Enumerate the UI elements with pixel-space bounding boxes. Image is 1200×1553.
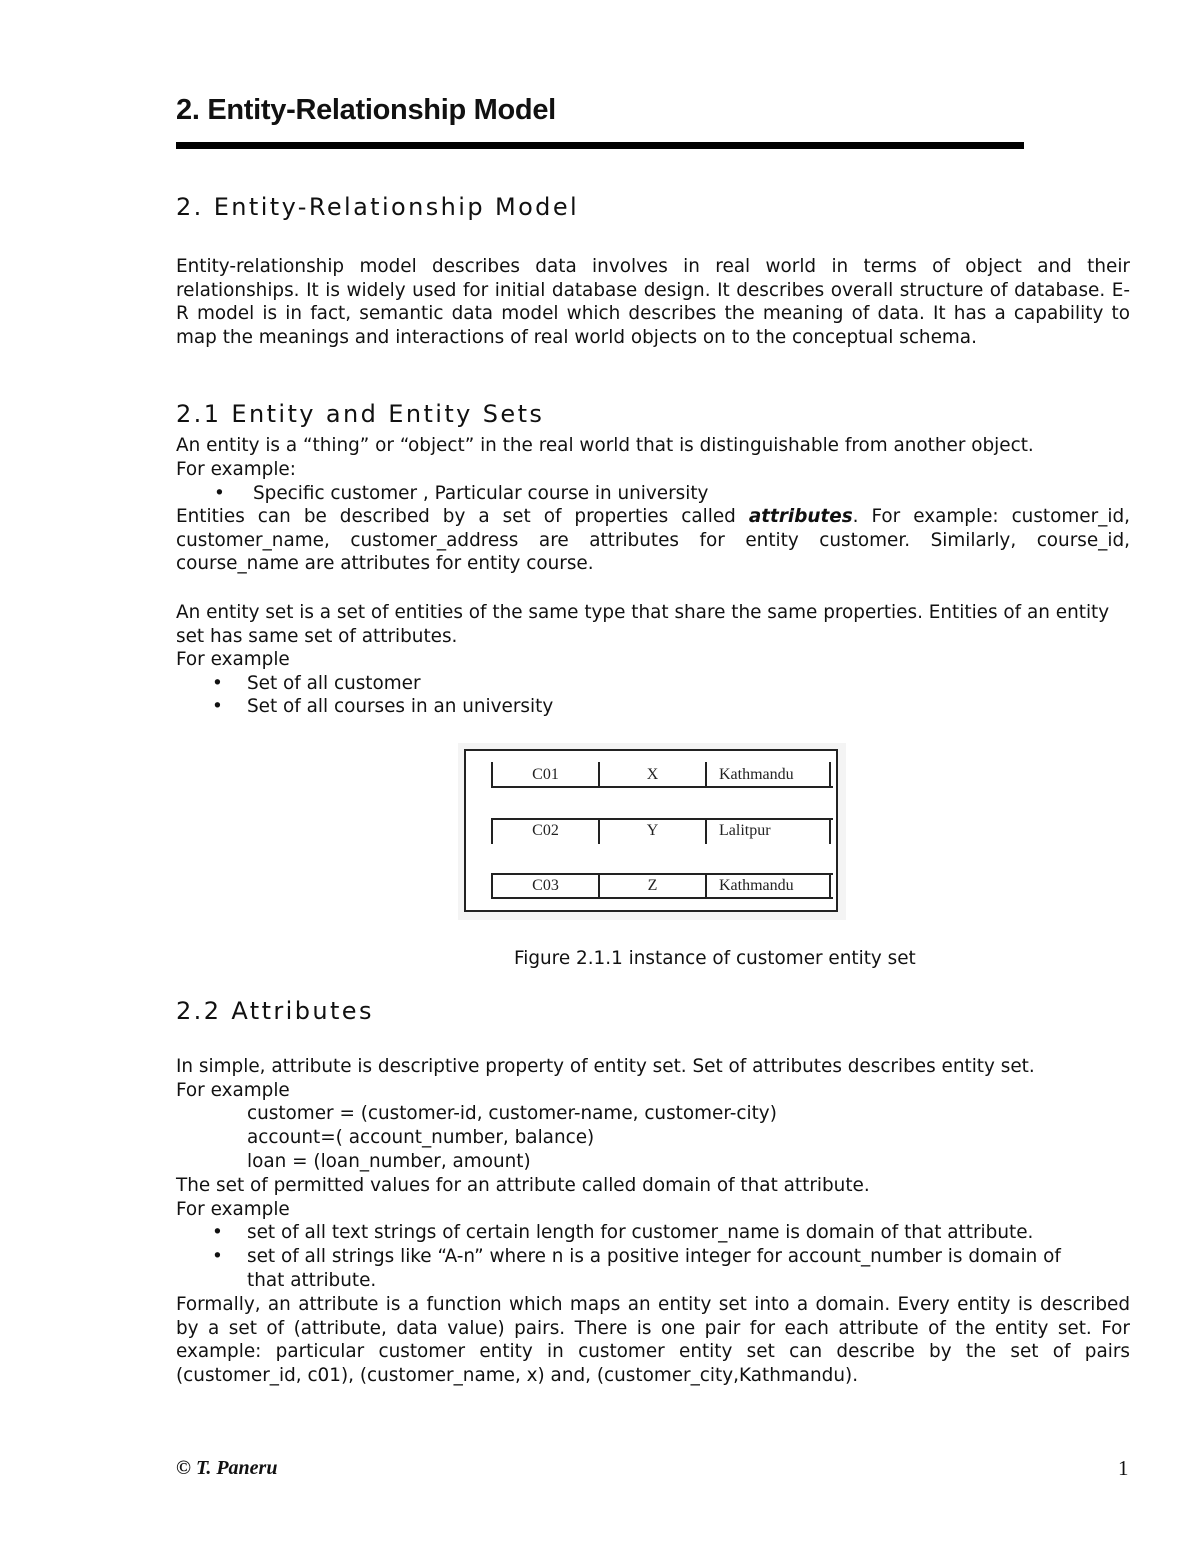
entity-intro: An entity is a “thing” or “object” in the real world that is distinguishable from another object. (176, 435, 1034, 456)
attribute-example: account=( account_number, balance) (247, 1127, 595, 1148)
entity-instance-row (491, 818, 833, 844)
list-item-text: Specific customer , Particular course in university (253, 483, 709, 504)
section-heading-entity-sets: 2.1 Entity and Entity Sets (176, 400, 545, 428)
attributes-text-end: . For example: customer_id, customer_name, customer_address are attributes for entity customer. Similarly, course_id, course_name are attributes for entity course. (176, 506, 1130, 575)
customer-id-cell: C03 (491, 873, 598, 899)
attribute-example: loan = (loan_number, amount) (247, 1151, 531, 1172)
page-header-title: 2. Entity-Relationship Model (176, 94, 556, 126)
customer-city-cell: Lalitpur (705, 818, 831, 844)
attributes-paragraph (176, 505, 1130, 576)
for-example-label: For example (176, 1080, 290, 1101)
for-example-label: For example: (176, 459, 296, 480)
row-border (491, 786, 833, 788)
attributes-text-start: Entities can be described by a set of properties called (176, 506, 749, 527)
section-heading-er-model: 2. Entity-Relationship Model (176, 193, 580, 221)
header-rule (176, 142, 1024, 149)
customer-id-cell: C01 (491, 762, 598, 788)
row-border (491, 897, 833, 899)
bullet-icon: • (212, 1246, 223, 1267)
domain-definition: The set of permitted values for an attribute called domain of that attribute. (176, 1175, 870, 1196)
er-model-paragraph: Entity-relationship model describes data involves in real world in terms of object and their relationships. It is widely used for initial database design. It describes overall structure of database. E-R model is in fact, semantic data model which describes the meaning of data. It has a capability to map the meanings and interactions of real world objects on to the conceptual schema. (176, 256, 1130, 349)
customer-entity-figure (458, 743, 846, 920)
figure-caption: Figure 2.1.1 instance of customer entity set (514, 948, 916, 969)
customer-city-cell: Kathmandu (705, 762, 831, 788)
attribute-example: customer = (customer-id, customer-name, customer-city) (247, 1103, 777, 1124)
entity-instance-row (491, 873, 833, 899)
entity-instance-row (491, 762, 833, 788)
customer-name-cell: Z (598, 873, 705, 899)
attributes-term: attributes (748, 506, 853, 527)
customer-name-cell: Y (598, 818, 705, 844)
formal-definition-paragraph: Formally, an attribute is a function which maps an entity set into a domain. Every entity is described by a set of (attribute, data value) pairs. There is one pair for each attribute of the entity set. For example: particular customer entity in customer entity set can describe by the set of pairs (customer_id, c01), (customer_name, x) and, (customer_city,Kathmandu). (176, 1294, 1130, 1387)
bullet-icon: • (212, 1222, 223, 1243)
list-item-text: set of all text strings of certain length for customer_name is domain of that attribute. (247, 1222, 1034, 1243)
entity-set-paragraph: An entity set is a set of entities of the same type that share the same properties. Entities of an entity set has same set of attributes. (176, 602, 1110, 647)
list-item-text: set of all strings like “A-n” where n is a positive integer for account_number is domain of (247, 1246, 1061, 1267)
list-item-text: Set of all courses in an university (247, 696, 554, 717)
bullet-icon: • (212, 673, 223, 694)
customer-name-cell: X (598, 762, 705, 788)
list-item-text-continued: that attribute. (247, 1270, 377, 1291)
list-item-text: Set of all customer (247, 673, 421, 694)
section-heading-attributes: 2.2 Attributes (176, 997, 374, 1025)
bullet-icon: • (212, 696, 223, 717)
figure-frame (464, 749, 838, 912)
for-example-label: For example (176, 1199, 290, 1220)
bullet-icon: • (214, 483, 225, 504)
customer-id-cell: C02 (491, 818, 598, 844)
footer-author: © T. Paneru (176, 1457, 278, 1479)
for-example-label: For example (176, 649, 290, 670)
attributes-intro: In simple, attribute is descriptive property of entity set. Set of attributes describes entity set. (176, 1056, 1035, 1077)
customer-city-cell: Kathmandu (705, 873, 831, 899)
page-number: 1 (1118, 1456, 1129, 1480)
